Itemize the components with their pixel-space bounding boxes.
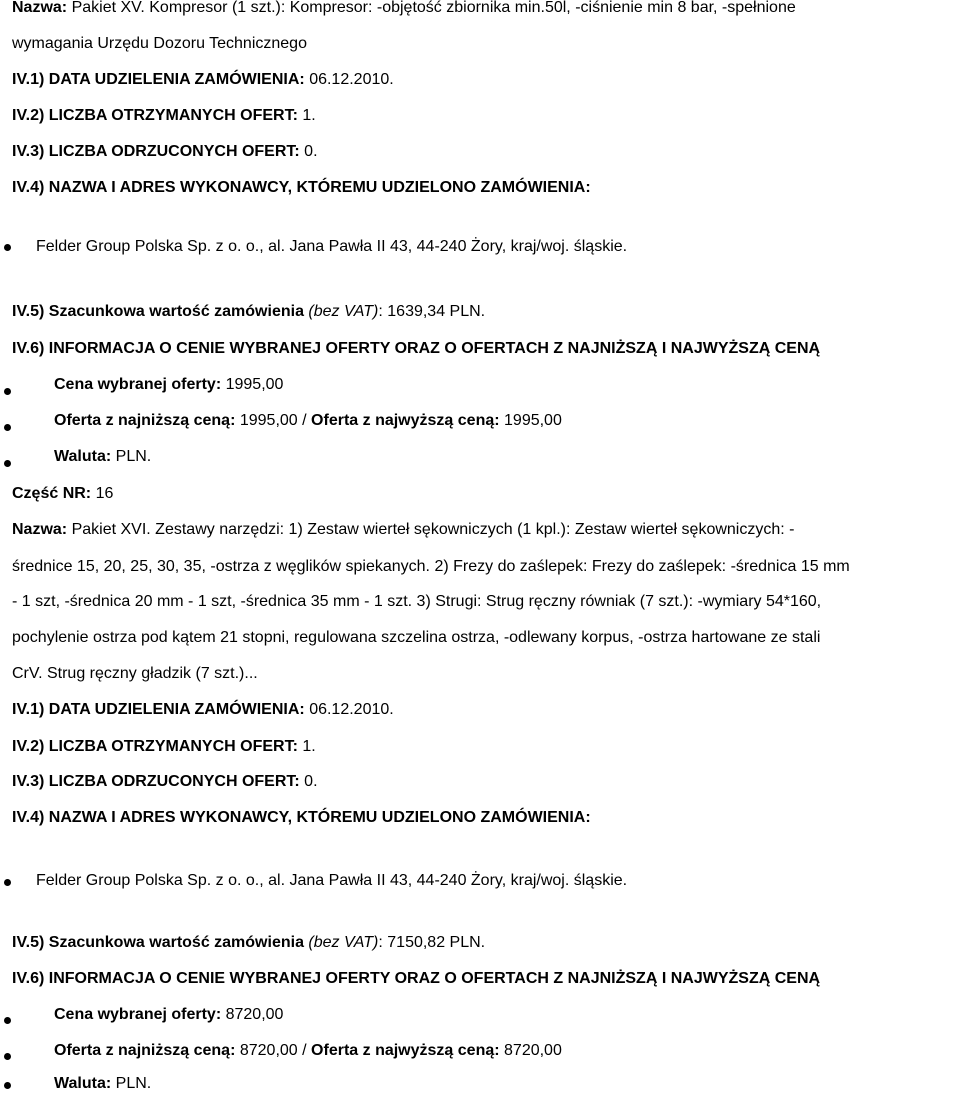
bullet-icon <box>4 244 11 251</box>
part15-name-line2: wymagania Urzędu Dozoru Technicznego <box>12 35 307 52</box>
price-label: Cena wybranej oferty: <box>54 376 222 393</box>
highest-value: 8720,00 <box>504 1042 562 1059</box>
part-heading <box>12 484 113 504</box>
currency-value: PLN. <box>115 1075 152 1092</box>
part16-date-row <box>12 700 394 720</box>
highest-value: 1995,00 <box>504 412 562 429</box>
offers-value: 1. <box>302 738 316 755</box>
name-text: Pakiet XVI. Zestawy narzędzi: 1) Zestaw wierteł sękowniczych (1 kpl.): Zestaw wierteł sękowniczych: - <box>71 521 795 538</box>
name-label: Nazwa: <box>12 0 68 16</box>
rejected-value: 0. <box>304 773 318 790</box>
part-heading-value: 16 <box>95 485 114 502</box>
date-label: IV.1) DATA UDZIELENIA ZAMÓWIENIA: <box>12 71 305 88</box>
lowest-value: 1995,00 <box>239 412 298 429</box>
rejected-value: 0. <box>304 143 318 160</box>
part16-contractor-heading <box>12 808 591 828</box>
currency-label: Waluta: <box>54 1075 112 1092</box>
highest-label: Oferta z najwyższą ceną: <box>311 412 500 429</box>
part15-date-row <box>12 70 394 90</box>
lowest-label: Oferta z najniższą ceną: <box>54 412 236 429</box>
name-text: Pakiet XV. Kompresor (1 szt.): Kompresor: -objętość zbiornika min.50l, -ciśnienie min 8 bar, -spełnione <box>71 0 796 16</box>
part16-rejected-row <box>12 772 318 792</box>
contractor-label: IV.4) NAZWA I ADRES WYKONAWCY, KTÓREMU UDZIELONO ZAMÓWIENIA: <box>12 179 591 196</box>
part15-price-row <box>54 375 283 395</box>
offers-value: 1. <box>302 107 316 124</box>
highest-label: Oferta z najwyższą ceną: <box>311 1042 500 1059</box>
part16-info-heading <box>12 969 820 989</box>
part16-price-row <box>54 1005 283 1025</box>
offers-label: IV.2) LICZBA OTRZYMANYCH OFERT: <box>12 738 298 755</box>
rejected-label: IV.3) LICZBA ODRZUCONYCH OFERT: <box>12 773 300 790</box>
part15-contractor-heading <box>12 178 591 198</box>
part15-name-line1 <box>12 0 796 18</box>
part-heading-label: Część NR: <box>12 485 92 502</box>
part16-name-line1 <box>12 520 794 540</box>
bullet-icon <box>4 424 11 431</box>
part15-range-row <box>54 411 562 431</box>
part15-info-heading <box>12 339 820 359</box>
part16-currency-row <box>54 1074 151 1094</box>
bullet-icon <box>4 460 11 467</box>
part15-rejected-row <box>12 142 318 162</box>
currency-value: PLN. <box>115 448 152 465</box>
part16-name-line3: - 1 szt, -średnica 20 mm - 1 szt, -średnica 35 mm - 1 szt. 3) Strugi: Strug ręczny równiak (7 szt.): -wymiary 54*160, <box>12 593 822 610</box>
estimate-value: : 7150,82 PLN. <box>378 934 486 951</box>
part15-currency-row <box>54 447 151 467</box>
rejected-label: IV.3) LICZBA ODRZUCONYCH OFERT: <box>12 143 300 160</box>
price-value: 1995,00 <box>225 376 284 393</box>
info-label: IV.6) INFORMACJA O CENIE WYBRANEJ OFERTY ORAZ O OFERTACH Z NAJNIŻSZĄ I NAJWYŻSZĄ CENĄ <box>12 970 821 987</box>
part16-name-line4: pochylenie ostrza pod kątem 21 stopni, regulowana szczelina ostrza, -odlewany korpus, -ostrza hartowane ze stali <box>12 629 821 646</box>
part16-name-line2: średnice 15, 20, 25, 30, 35, -ostrza z węglików spiekanych. 2) Frezy do zaślepek: Frezy do zaślepek: -średnica 15 mm <box>12 558 850 575</box>
separator: / <box>302 1042 307 1059</box>
part15-estimate-row <box>12 302 485 322</box>
lowest-label: Oferta z najniższą ceną: <box>54 1042 236 1059</box>
date-label: IV.1) DATA UDZIELENIA ZAMÓWIENIA: <box>12 701 305 718</box>
price-label: Cena wybranej oferty: <box>54 1006 222 1023</box>
estimate-vat: (bez VAT) <box>308 303 379 320</box>
part16-estimate-row <box>12 933 485 953</box>
estimate-vat: (bez VAT) <box>308 934 379 951</box>
contractor-label: IV.4) NAZWA I ADRES WYKONAWCY, KTÓREMU UDZIELONO ZAMÓWIENIA: <box>12 809 591 826</box>
date-value: 06.12.2010. <box>309 701 394 718</box>
part15-offers-row <box>12 106 316 126</box>
name-label: Nazwa: <box>12 521 68 538</box>
lowest-value: 8720,00 <box>239 1042 298 1059</box>
part16-contractor: Felder Group Polska Sp. z o. o., al. Jana Pawła II 43, 44-240 Żory, kraj/woj. śląskie. <box>36 872 628 889</box>
part16-offers-row <box>12 737 316 757</box>
info-label: IV.6) INFORMACJA O CENIE WYBRANEJ OFERTY ORAZ O OFERTACH Z NAJNIŻSZĄ I NAJWYŻSZĄ CENĄ <box>12 340 821 357</box>
part15-contractor: Felder Group Polska Sp. z o. o., al. Jana Pawła II 43, 44-240 Żory, kraj/woj. śląskie. <box>36 238 628 255</box>
currency-label: Waluta: <box>54 448 112 465</box>
bullet-icon <box>4 1053 11 1060</box>
separator: / <box>302 412 307 429</box>
bullet-icon <box>4 1017 11 1024</box>
date-value: 06.12.2010. <box>309 71 394 88</box>
bullet-icon <box>4 1082 11 1089</box>
part16-range-row <box>54 1041 562 1061</box>
price-value: 8720,00 <box>225 1006 284 1023</box>
part16-name-line5: CrV. Strug ręczny gładzik (7 szt.)... <box>12 665 258 682</box>
estimate-label: IV.5) Szacunkowa wartość zamówienia <box>12 303 304 320</box>
offers-label: IV.2) LICZBA OTRZYMANYCH OFERT: <box>12 107 298 124</box>
estimate-value: : 1639,34 PLN. <box>378 303 486 320</box>
estimate-label: IV.5) Szacunkowa wartość zamówienia <box>12 934 304 951</box>
bullet-icon <box>4 388 11 395</box>
bullet-icon <box>4 879 11 886</box>
